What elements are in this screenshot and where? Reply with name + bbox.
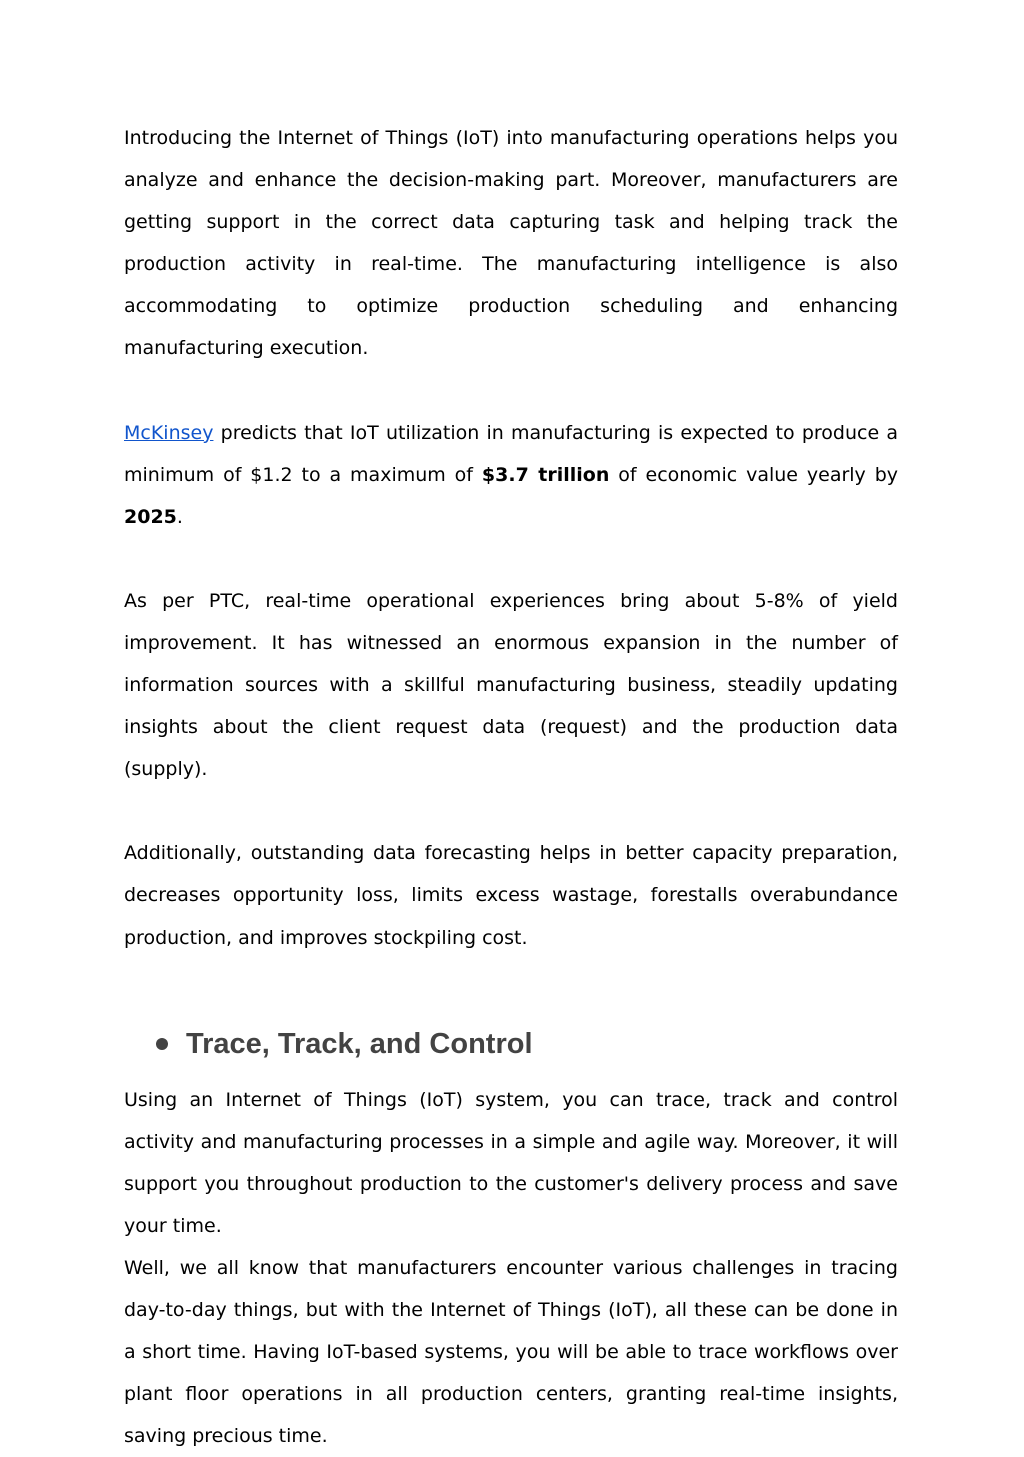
mckinsey-text-2: of economic value yearly by [609, 463, 899, 486]
intro-paragraph: Introducing the Internet of Things (IoT) into manufacturing operations helps you analyze and enhance the decision-making part. Moreover, manufacturers are getting support in the correct data capturing task and helping track the production activity in real-time. The manufacturing intelligence is also accommodating to optimize production scheduling and enhancing manufacturing execution. [124, 127, 898, 360]
bullet-icon [156, 1038, 168, 1050]
document-page [124, 117, 898, 1457]
forecasting-paragraph: Additionally, outstanding data forecasting helps in better capacity preparation, decreases opportunity loss, limits excess wastage, forestalls overabundance production, and improves stockpiling cost. [124, 842, 898, 949]
year-highlight: 2025 [124, 505, 177, 528]
value-highlight: $3.7 trillion [481, 463, 610, 486]
mckinsey-paragraph [124, 412, 898, 538]
challenges-paragraph: Well, we all know that manufacturers encounter various challenges in tracing day-to-day things, but with the Internet of Things (IoT), all these can be done in a short time. Having IoT-based systems, you will be able to trace workflows over plant floor operations in all production centers, granting real-time insights, saving precious time. [124, 1256, 898, 1448]
paragraph-gap [124, 538, 898, 580]
mckinsey-text-3: . [176, 505, 183, 528]
trace-paragraph: Using an Internet of Things (IoT) system, you can trace, track and control activity and manufacturing processes in a simple and agile way. Moreover, it will support you throughout production to the customer's delivery process and save your time. [124, 1088, 898, 1237]
paragraph-gap [124, 370, 898, 412]
mckinsey-text-1: predicts that IoT utilization in manufacturing is expected to produce a minimum of $1.2 to a maximum of [124, 421, 898, 486]
paragraph-gap [124, 790, 898, 832]
mckinsey-link[interactable]: McKinsey [124, 421, 214, 444]
section-heading-text: Trace, Track, and Control [186, 1027, 533, 1060]
section-heading [124, 1009, 898, 1079]
ptc-paragraph: As per PTC, real-time operational experiences bring about 5-8% of yield improvement. It has witnessed an enormous expansion in the number of information sources with a skillful manufacturing business, steadily updating insights about the client request data (request) and the production data (supply). [124, 589, 898, 781]
